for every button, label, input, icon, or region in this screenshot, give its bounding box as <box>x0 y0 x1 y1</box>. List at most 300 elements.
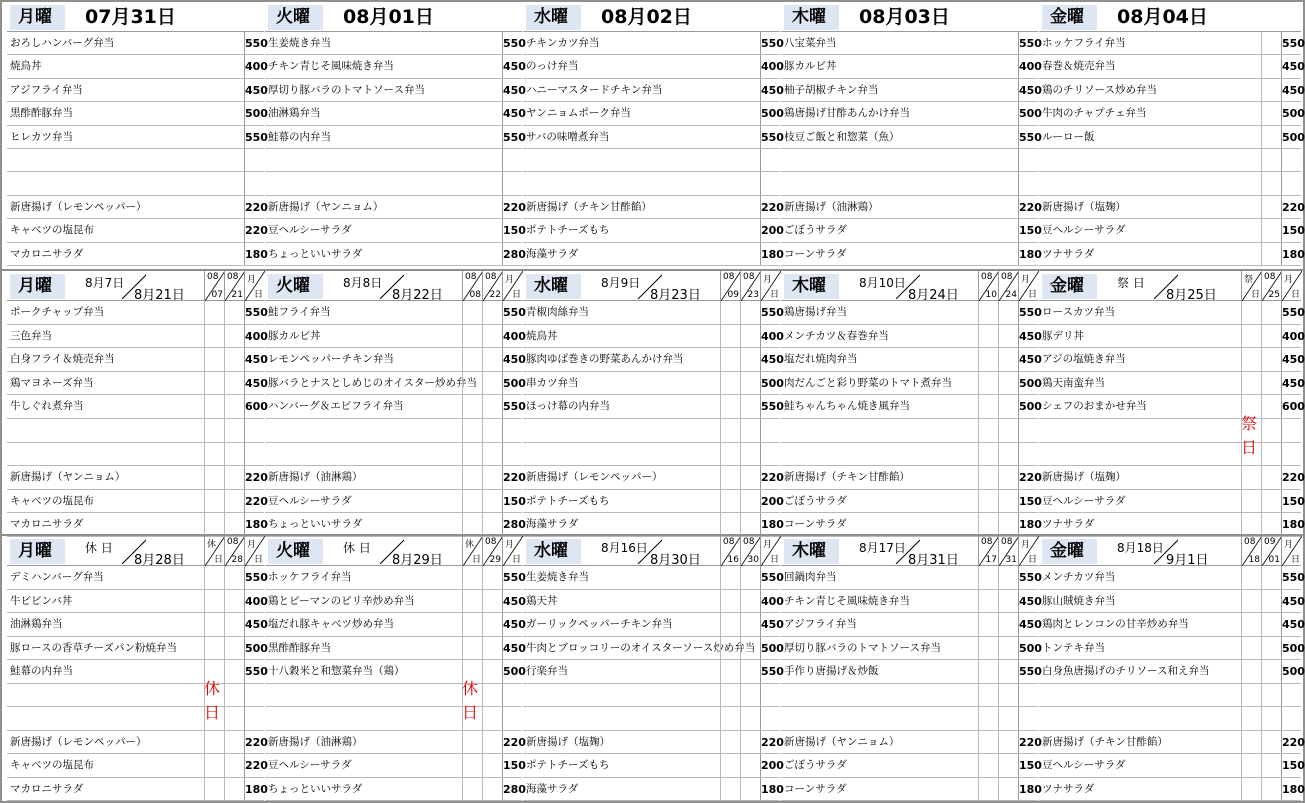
menu-price: 220 <box>244 196 264 218</box>
menu-price: 450 <box>244 79 264 101</box>
mini-top: 08 <box>207 272 219 282</box>
menu-price: 450 <box>1281 79 1301 101</box>
date-second: 8月25日 <box>1166 288 1217 303</box>
menu-item: 豆ヘルシーサラダ <box>1042 759 1126 771</box>
grid-cell <box>462 348 482 371</box>
mini-top: 08 <box>485 537 497 547</box>
grid-cell <box>998 778 1018 801</box>
menu-row <box>1039 731 1305 755</box>
menu-price: 450 <box>1018 79 1038 101</box>
menu-item: ちょっといいサラダ <box>268 518 363 531</box>
menu-list <box>781 566 1042 801</box>
day-column <box>7 271 268 537</box>
menu-item: デミハンバーグ弁当 <box>10 571 104 583</box>
grid-cell <box>1241 684 1261 707</box>
menu-item: おろしハンバーグ弁当 <box>10 37 115 49</box>
menu-row <box>265 79 526 102</box>
day-header <box>7 536 264 566</box>
grid-cell <box>204 443 224 466</box>
day-column <box>523 536 784 801</box>
menu-price <box>1018 419 1038 442</box>
menu-item: 十八穀米と和惣菜弁当（鶏） <box>268 665 405 677</box>
menu-row <box>265 637 526 661</box>
menu-item: 豚カルビ丼 <box>784 60 837 73</box>
menu-price: 280 <box>502 778 522 801</box>
date-first: 祭 日 <box>1117 276 1145 290</box>
menu-item: 豆ヘルシーサラダ <box>1042 224 1126 237</box>
holiday-mark: 祭 <box>1241 414 1258 434</box>
grid-cell <box>224 301 244 324</box>
menu-row <box>1039 707 1301 731</box>
menu-list <box>7 32 268 266</box>
grid-cell <box>720 637 740 660</box>
date-label: 08月02日 <box>601 6 692 28</box>
mini-top: 08 <box>981 272 993 282</box>
mini-bottom: 21 <box>231 290 243 300</box>
grid-cell <box>204 301 224 324</box>
grid-cell <box>462 731 482 754</box>
menu-price: 500 <box>1018 637 1038 660</box>
grid-cell <box>998 731 1018 754</box>
menu-item: 豚山賊焼き弁当 <box>1042 594 1116 607</box>
menu-price <box>760 419 780 442</box>
menu-row <box>781 395 1042 419</box>
grid-cell <box>204 466 224 489</box>
grid-cell <box>1261 637 1281 660</box>
menu-item: 新唐揚げ（チキン甘酢餡） <box>784 471 910 484</box>
menu-row <box>781 443 1038 467</box>
grid-cell <box>720 348 740 371</box>
menu-item: 塩だれ豚キャベツ炒め弁当 <box>268 618 394 630</box>
grid-cell <box>1261 613 1281 636</box>
menu-price: 220 <box>760 196 780 218</box>
mini-date-cell <box>224 271 244 301</box>
menu-row <box>7 372 268 396</box>
menu-price: 550 <box>1281 32 1301 54</box>
menu-price: 550 <box>1281 301 1301 324</box>
grid-cell <box>740 419 760 442</box>
grid-cell <box>740 660 760 683</box>
day-header <box>265 536 522 566</box>
grid-cell <box>998 490 1018 513</box>
day-column <box>7 536 268 801</box>
menu-row <box>523 731 784 755</box>
menu-item: 豆ヘルシーサラダ <box>268 494 352 507</box>
menu-row <box>265 778 526 802</box>
menu-item: コーンサラダ <box>784 782 847 795</box>
menu-price: 500 <box>760 102 780 124</box>
menu-row <box>781 126 1042 149</box>
menu-item: 鶏のチリソース炒め弁当 <box>1042 83 1157 96</box>
menu-row <box>265 490 526 514</box>
menu-row <box>523 196 784 219</box>
menu-row <box>7 196 268 219</box>
grid-cell <box>1241 637 1261 660</box>
menu-row <box>781 219 1042 242</box>
menu-price: 150 <box>1281 219 1301 241</box>
date-first: 休 日 <box>85 541 113 555</box>
menu-item: 油淋鶏弁当 <box>268 107 321 120</box>
menu-row <box>1039 637 1305 661</box>
weekday-label: 火曜 <box>268 274 323 299</box>
menu-row <box>523 149 780 172</box>
menu-row <box>1039 443 1301 467</box>
grid-cell <box>1261 301 1281 324</box>
menu-item: 手作り唐揚げ＆炒飯 <box>784 665 879 677</box>
menu-row <box>781 301 1042 325</box>
menu-row <box>781 32 1042 55</box>
grid-cell <box>978 490 998 513</box>
weekday-label: 火曜 <box>268 539 323 564</box>
menu-price: 450 <box>502 79 522 101</box>
menu-row <box>781 196 1042 219</box>
menu-row <box>781 490 1042 514</box>
menu-price <box>760 172 780 194</box>
menu-row <box>7 590 268 614</box>
menu-row <box>7 301 268 325</box>
day-column <box>1039 271 1305 537</box>
grid-cell <box>978 731 998 754</box>
menu-item: 柚子胡椒チキン弁当 <box>784 83 879 96</box>
menu-price <box>760 707 780 730</box>
menu-row <box>265 754 526 778</box>
grid-cell <box>1261 660 1281 683</box>
grid-cell <box>998 419 1018 442</box>
grid-cell <box>204 590 224 613</box>
menu-row <box>781 707 1038 731</box>
menu-item: 新唐揚げ（油淋鶏） <box>268 735 363 748</box>
menu-price: 500 <box>760 637 780 660</box>
mini-bottom: 日 <box>471 555 481 565</box>
menu-row <box>7 466 268 490</box>
menu-row <box>7 32 268 55</box>
mini-top: 祭 <box>1244 275 1254 285</box>
menu-price: 500 <box>1281 637 1301 660</box>
weekday-label: 月曜 <box>10 274 65 299</box>
grid-cell <box>204 566 224 589</box>
mini-top: 08 <box>981 537 993 547</box>
mini-top: 08 <box>723 537 735 547</box>
menu-item: 三色弁当 <box>10 329 52 342</box>
menu-row <box>7 348 268 372</box>
menu-item: ホッケフライ弁当 <box>268 571 352 583</box>
menu-row <box>523 32 784 55</box>
menu-row <box>7 325 268 349</box>
menu-row <box>1039 419 1301 443</box>
menu-item: マカロニサラダ <box>10 518 84 531</box>
grid-cell <box>1261 149 1281 171</box>
menu-price <box>244 684 264 707</box>
grid-cell <box>482 707 502 730</box>
mini-bottom: 01 <box>1268 555 1280 565</box>
menu-price: 150 <box>502 219 522 241</box>
menu-price: 220 <box>760 731 780 754</box>
menu-price: 150 <box>1281 490 1301 513</box>
mini-bottom: 31 <box>1005 555 1017 565</box>
menu-price: 450 <box>502 590 522 613</box>
menu-item: 豚デリ丼 <box>1042 329 1084 342</box>
mini-top: 月 <box>763 275 773 285</box>
mini-top: 休 <box>465 540 475 550</box>
menu-item: 春巻＆焼売弁当 <box>1042 60 1116 73</box>
grid-cell <box>462 513 482 536</box>
menu-row <box>523 79 784 102</box>
menu-row <box>265 102 526 125</box>
grid-cell <box>224 513 244 536</box>
grid-cell <box>462 590 482 613</box>
grid-cell <box>482 443 502 466</box>
menu-list <box>781 32 1042 266</box>
holiday-mark: 日 <box>204 702 221 722</box>
menu-row <box>523 660 784 684</box>
mini-date-cell <box>760 536 780 566</box>
menu-item: ルーロー飯 <box>1042 130 1095 143</box>
menu-item: 新唐揚げ（チキン甘酢餡） <box>526 200 652 213</box>
menu-price: 500 <box>1018 372 1038 395</box>
menu-price: 450 <box>1018 613 1038 636</box>
menu-price: 180 <box>1018 778 1038 801</box>
menu-price: 220 <box>1018 731 1038 754</box>
grid-cell <box>482 490 502 513</box>
grid-cell <box>740 684 760 707</box>
mini-bottom: 10 <box>985 290 997 300</box>
grid-cell <box>1241 778 1261 801</box>
grid-cell <box>482 566 502 589</box>
menu-price: 550 <box>244 660 264 683</box>
menu-item: マカロニサラダ <box>10 247 84 260</box>
mini-top: 月 <box>1284 275 1294 285</box>
day-header <box>7 271 264 301</box>
menu-price: 220 <box>1281 466 1301 489</box>
menu-item: アジフライ弁当 <box>10 83 83 96</box>
menu-item: 海藻サラダ <box>526 247 579 260</box>
menu-row <box>523 707 780 731</box>
mini-top: 08 <box>465 272 477 282</box>
mini-top: 08 <box>1244 537 1256 547</box>
menu-price: 450 <box>502 102 522 124</box>
menu-row <box>7 660 268 684</box>
grid-cell <box>998 466 1018 489</box>
menu-item: 鶏唐揚げ甘酢あんかけ弁当 <box>784 107 910 120</box>
menu-price: 450 <box>244 372 264 395</box>
menu-item: メンチカツ弁当 <box>1042 571 1116 583</box>
menu-row <box>265 590 526 614</box>
menu-price: 450 <box>244 613 264 636</box>
grid-cell <box>482 590 502 613</box>
menu-price: 450 <box>244 348 264 371</box>
menu-item: 鮭幕の内弁当 <box>268 130 331 143</box>
grid-cell <box>998 513 1018 536</box>
grid-cell <box>224 590 244 613</box>
mini-top: 08 <box>743 537 755 547</box>
menu-row <box>265 219 526 242</box>
grid-cell <box>720 301 740 324</box>
menu-item: アジの塩焼き弁当 <box>1042 353 1126 366</box>
menu-item: 豚バラとナスとしめじのオイスター炒め弁当 <box>268 376 477 389</box>
menu-price: 500 <box>760 372 780 395</box>
mini-date-cell <box>998 271 1018 301</box>
menu-row <box>1039 196 1305 219</box>
menu-row <box>781 348 1042 372</box>
grid-cell <box>1261 419 1281 442</box>
menu-item: 鶏天丼 <box>526 594 558 607</box>
grid-cell <box>224 637 244 660</box>
grid-cell <box>482 731 502 754</box>
date-second: 8月31日 <box>908 553 959 568</box>
menu-row <box>265 196 526 219</box>
grid-cell <box>224 731 244 754</box>
date-first: 8月7日 <box>85 276 125 290</box>
grid-cell <box>482 466 502 489</box>
grid-cell <box>224 325 244 348</box>
menu-item: ガーリックペッパーチキン弁当 <box>526 618 673 630</box>
menu-price: 450 <box>1018 325 1038 348</box>
menu-row <box>7 79 268 102</box>
grid-cell <box>720 443 740 466</box>
menu-item: 豆ヘルシーサラダ <box>268 224 352 237</box>
grid-cell <box>998 372 1018 395</box>
date-second: 9月1日 <box>1166 553 1209 568</box>
menu-item: ハンバーグ＆エビフライ弁当 <box>268 400 404 413</box>
menu-price: 500 <box>1018 102 1038 124</box>
day-header <box>265 271 522 301</box>
menu-list <box>1039 32 1305 266</box>
mini-date-cell <box>978 271 998 301</box>
grid-cell <box>998 325 1018 348</box>
grid-cell <box>720 707 740 730</box>
menu-price: 550 <box>502 395 522 418</box>
mini-bottom: 日 <box>1290 290 1300 300</box>
menu-row <box>523 637 784 661</box>
grid-cell <box>720 660 740 683</box>
mini-date-cell <box>482 536 502 566</box>
menu-item: 牛しぐれ煮弁当 <box>10 400 84 413</box>
mini-date-cell <box>224 536 244 566</box>
menu-row <box>265 55 526 78</box>
menu-price: 220 <box>244 490 264 513</box>
grid-cell <box>998 613 1018 636</box>
grid-cell <box>1261 566 1281 589</box>
grid-cell <box>978 590 998 613</box>
weekday-label: 木曜 <box>784 5 839 30</box>
menu-row <box>523 590 784 614</box>
menu-price: 550 <box>760 395 780 418</box>
grid-cell <box>740 590 760 613</box>
grid-cell <box>224 778 244 801</box>
grid-cell <box>482 637 502 660</box>
menu-item: ごぼうサラダ <box>784 494 847 507</box>
menu-item: 行楽弁当 <box>526 665 568 677</box>
menu-price: 150 <box>1018 754 1038 777</box>
grid-cell <box>1261 778 1281 801</box>
menu-item: ヤンニョムポーク弁当 <box>526 107 631 120</box>
menu-item: シェフのおまかせ弁当 <box>1042 400 1147 413</box>
menu-row <box>1039 325 1305 349</box>
menu-price: 550 <box>760 660 780 683</box>
menu-item: 新唐揚げ（塩麹） <box>1042 200 1126 213</box>
grid-cell <box>224 443 244 466</box>
menu-item: トンテキ弁当 <box>1042 641 1105 654</box>
grid-cell <box>204 637 224 660</box>
grid-cell <box>224 684 244 707</box>
menu-item: ツナサラダ <box>1042 782 1095 795</box>
menu-price: 600 <box>1281 395 1301 418</box>
day-column <box>265 271 526 537</box>
menu-row <box>1039 102 1305 125</box>
menu-price: 180 <box>1018 513 1038 536</box>
menu-price: 500 <box>1281 126 1301 148</box>
menu-price: 400 <box>244 325 264 348</box>
grid-cell <box>1261 219 1281 241</box>
menu-price <box>502 172 522 194</box>
mini-bottom: 08 <box>469 290 481 300</box>
grid-cell <box>204 372 224 395</box>
menu-item: ちょっといいサラダ <box>268 247 363 260</box>
grid-cell <box>1241 754 1261 777</box>
menu-item: ツナサラダ <box>1042 518 1095 531</box>
grid-cell <box>1261 32 1281 54</box>
grid-cell <box>740 372 760 395</box>
menu-row <box>7 419 264 443</box>
menu-price: 450 <box>1281 55 1301 77</box>
menu-item: 豚カルビ丼 <box>268 329 321 342</box>
menu-price: 400 <box>1281 325 1301 348</box>
menu-row <box>781 590 1042 614</box>
date-first: 8月8日 <box>343 276 383 290</box>
menu-item: 新唐揚げ（ヤンニョム） <box>784 735 900 748</box>
grid-cell <box>204 419 224 442</box>
menu-row <box>781 243 1042 266</box>
grid-cell <box>482 301 502 324</box>
grid-cell <box>224 466 244 489</box>
menu-price <box>1018 684 1038 707</box>
mini-date-cell <box>1018 271 1038 301</box>
menu-item: 新唐揚げ（塩麹） <box>526 735 610 748</box>
day-header <box>781 536 1038 566</box>
menu-price: 220 <box>1018 466 1038 489</box>
menu-item: 鶏マヨネーズ弁当 <box>10 376 94 389</box>
grid-cell <box>1261 731 1281 754</box>
grid-cell <box>998 754 1018 777</box>
menu-price: 400 <box>244 55 264 77</box>
grid-cell <box>740 395 760 418</box>
date-first: 8月16日 <box>601 541 648 555</box>
weekday-label: 水曜 <box>526 274 581 299</box>
date-label: 08月03日 <box>859 6 950 28</box>
menu-row <box>523 348 784 372</box>
date-first: 8月10日 <box>859 276 906 290</box>
menu-price <box>1018 172 1038 194</box>
menu-item: 豆ヘルシーサラダ <box>1042 494 1126 507</box>
menu-price <box>760 684 780 707</box>
grid-cell <box>1241 660 1261 683</box>
mini-bottom: 07 <box>211 290 223 300</box>
grid-cell <box>720 372 740 395</box>
mini-bottom: 16 <box>727 555 739 565</box>
menu-price: 550 <box>502 566 522 589</box>
menu-price: 200 <box>760 219 780 241</box>
menu-price: 550 <box>1281 566 1301 589</box>
day-header <box>523 2 780 32</box>
grid-cell <box>1241 348 1261 371</box>
day-header <box>523 536 780 566</box>
menu-item: ヒレカツ弁当 <box>10 130 73 143</box>
date-second: 8月24日 <box>908 288 959 303</box>
menu-item: 回鍋肉弁当 <box>784 571 837 583</box>
menu-price: 150 <box>502 754 522 777</box>
menu-row <box>7 731 268 755</box>
grid-cell <box>224 490 244 513</box>
